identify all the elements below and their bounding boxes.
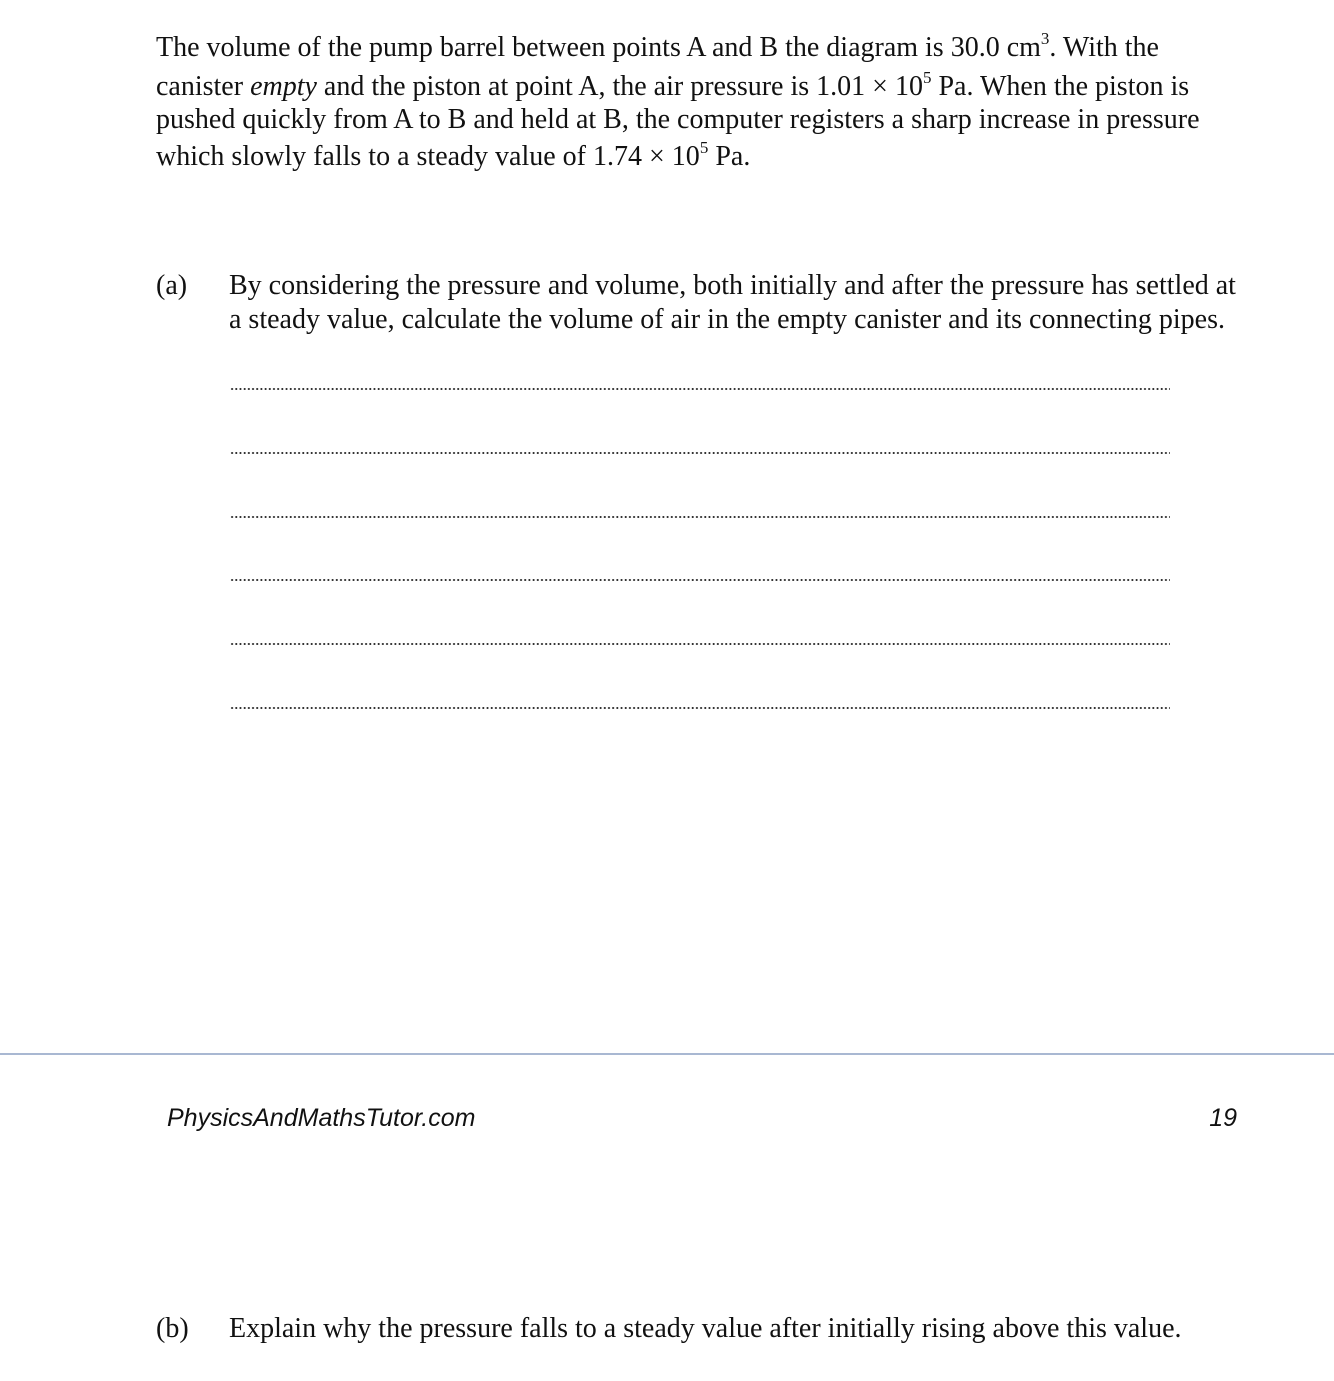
intro-line-2-mid: and the piston at point A, the air pressure is 1.01 × 10 <box>316 71 923 102</box>
superscript-exponent: 5 <box>922 68 932 87</box>
footer-page-number: 19 <box>1209 1104 1237 1132</box>
answer-line-4[interactable] <box>230 578 1170 582</box>
part-b-label: (b) <box>156 1313 189 1344</box>
answer-line-5[interactable] <box>230 642 1170 646</box>
part-a-line-1: By considering the pressure and volume, both initially and after the pressure has settled at <box>229 270 1236 301</box>
answer-line-3[interactable] <box>230 515 1170 519</box>
intro-line-1-end: . With the <box>1049 32 1159 63</box>
superscript-cubed: 3 <box>1040 29 1050 48</box>
answer-line-1[interactable] <box>230 387 1170 391</box>
intro-line-4-end: Pa. <box>708 141 751 172</box>
intro-line-1-text: The volume of the pump barrel between points A and B the diagram is 30.0 cm <box>156 32 1041 63</box>
emphasis-empty: empty <box>250 71 317 102</box>
intro-line-1 <box>156 30 1256 66</box>
question-intro <box>156 30 1256 175</box>
footer-site-name: PhysicsAndMathsTutor.com <box>167 1104 476 1132</box>
intro-line-4 <box>156 139 1256 175</box>
answer-line-2[interactable] <box>230 451 1170 455</box>
part-a-label: (a) <box>156 270 188 301</box>
part-b-text: Explain why the pressure falls to a steady value after initially rising above this value. <box>229 1313 1182 1344</box>
superscript-exponent: 5 <box>699 138 709 157</box>
page-divider <box>0 1053 1334 1055</box>
answer-line-6[interactable] <box>230 706 1170 710</box>
part-a-line-2: a steady value, calculate the volume of air in the empty canister and its connecting pipes. <box>229 304 1225 335</box>
intro-line-3 <box>156 102 1256 138</box>
intro-line-3-text: pushed quickly from A to B and held at B, the computer registers a sharp increase in pressure <box>156 104 1200 135</box>
intro-line-2 <box>156 69 1256 105</box>
intro-line-2-end: Pa. When the piston is <box>931 71 1190 102</box>
intro-line-2-text: canister <box>156 71 251 102</box>
intro-line-4-text: which slowly falls to a steady value of 1.74 × 10 <box>156 141 700 172</box>
